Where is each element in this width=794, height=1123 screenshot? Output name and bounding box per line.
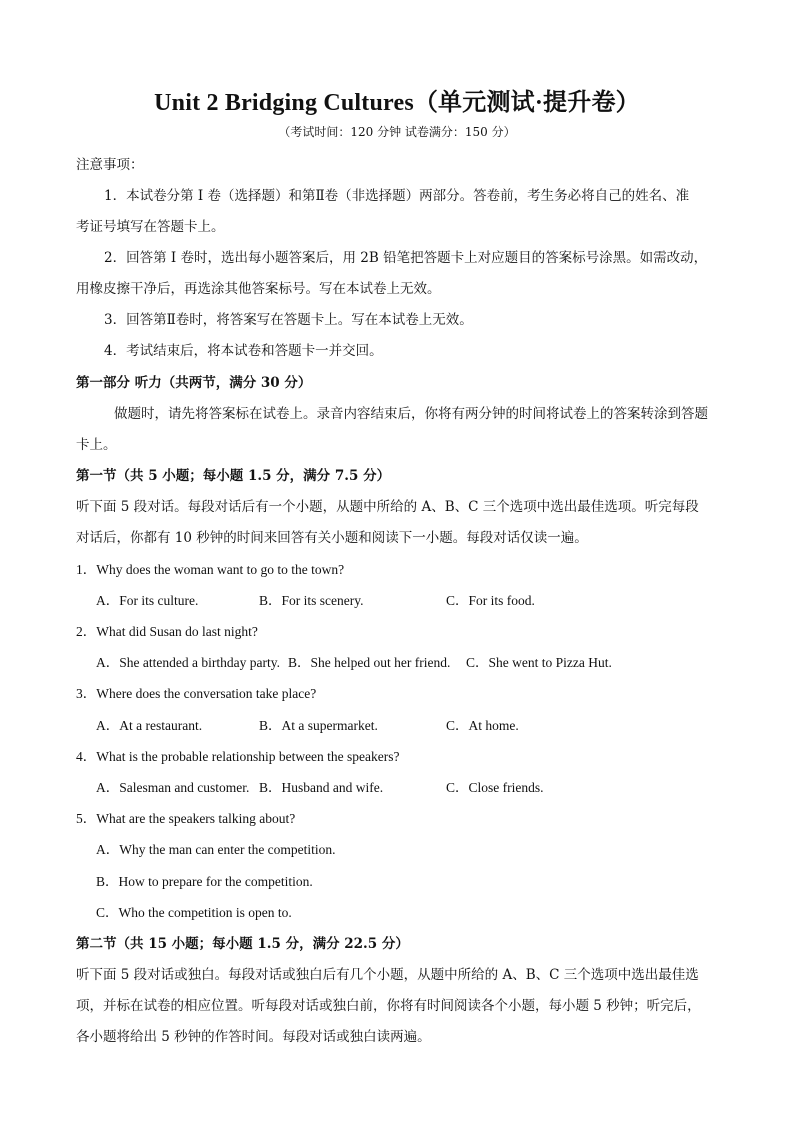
section2-intro: 项，并标在试卷的相应位置。听每段对话或独白前，你将有时间阅读各个小题，每小题 5 秒钟；听完后， (76, 998, 701, 1014)
notice-item: 考证号填写在答题卡上。 (76, 219, 225, 235)
option-a: A．For its culture. (96, 593, 199, 608)
option-c: C．At home. (446, 718, 519, 733)
section1-intro: 对话后，你都有 10 秒钟的时间来回答有关小题和阅读下一小题。每段对话仅读一遍。 (76, 530, 588, 546)
section2-heading: 第二节（共 15 小题；每小题 1.5 分，满分 22.5 分） (76, 936, 409, 952)
question-1: 1．Why does the woman want to go to the town? (76, 562, 345, 577)
notice-item: 3．回答第Ⅱ卷时，将答案写在答题卡上。写在本试卷上无效。 (104, 312, 473, 328)
part1-intro: 做题时，请先将答案标在试卷上。录音内容结束后，你将有两分钟的时间将试卷上的答案转涂到答题 (114, 406, 708, 422)
option-c: C．She went to Pizza Hut. (466, 655, 612, 670)
option-b: B．For its scenery. (259, 593, 364, 608)
exam-info: （考试时间：120 分钟 试卷满分：150 分） (278, 125, 516, 139)
option-c: C．Who the competition is open to. (96, 905, 292, 920)
option-b: B．At a supermarket. (259, 718, 378, 733)
part1-heading: 第一部分 听力（共两节，满分 30 分） (76, 375, 312, 391)
page-title: Unit 2 Bridging Cultures（单元测试·提升卷） (154, 90, 640, 116)
option-a: A．At a restaurant. (96, 718, 203, 733)
option-a: A．Salesman and customer. (96, 780, 250, 795)
question-4: 4．What is the probable relationship between the speakers? (76, 749, 400, 764)
notice-item: 用橡皮擦干净后，再选涂其他答案标号。写在本试卷上无效。 (76, 281, 441, 297)
section2-intro: 听下面 5 段对话或独白。每段对话或独白后有几个小题，从题中所给的 A、B、C 三个选项中选出最佳选 (76, 967, 699, 983)
option-a: A．Why the man can enter the competition. (96, 842, 336, 857)
question-5: 5．What are the speakers talking about? (76, 811, 296, 826)
question-3: 3．Where does the conversation take place? (76, 686, 317, 701)
question-2: 2．What did Susan do last night? (76, 624, 258, 639)
option-b: B．Husband and wife. (259, 780, 384, 795)
option-b: B．She helped out her friend. (288, 655, 451, 670)
notice-heading: 注意事项： (76, 157, 144, 173)
part1-intro: 卡上。 (76, 437, 117, 453)
notice-item: 4．考试结束后，将本试卷和答题卡一并交回。 (104, 343, 383, 359)
option-c: C．For its food. (446, 593, 535, 608)
notice-item: 1．本试卷分第 I 卷（选择题）和第Ⅱ卷（非选择题）两部分。答卷前，考生务必将自己的姓名、准 (104, 188, 690, 204)
option-a: A．She attended a birthday party. (96, 655, 280, 670)
option-b: B．How to prepare for the competition. (96, 874, 313, 889)
section1-intro: 听下面 5 段对话。每段对话后有一个小题，从题中所给的 A、B、C 三个选项中选出最佳选项。听完每段 (76, 499, 699, 515)
section2-intro: 各小题将给出 5 秒钟的作答时间。每段对话或独白读两遍。 (76, 1029, 431, 1045)
notice-item: 2．回答第 I 卷时，选出每小题答案后，用 2B 铅笔把答题卡上对应题目的答案标号涂黑。如需改动， (104, 250, 708, 266)
section1-heading: 第一节（共 5 小题；每小题 1.5 分，满分 7.5 分） (76, 468, 391, 484)
option-c: C．Close friends. (446, 780, 544, 795)
